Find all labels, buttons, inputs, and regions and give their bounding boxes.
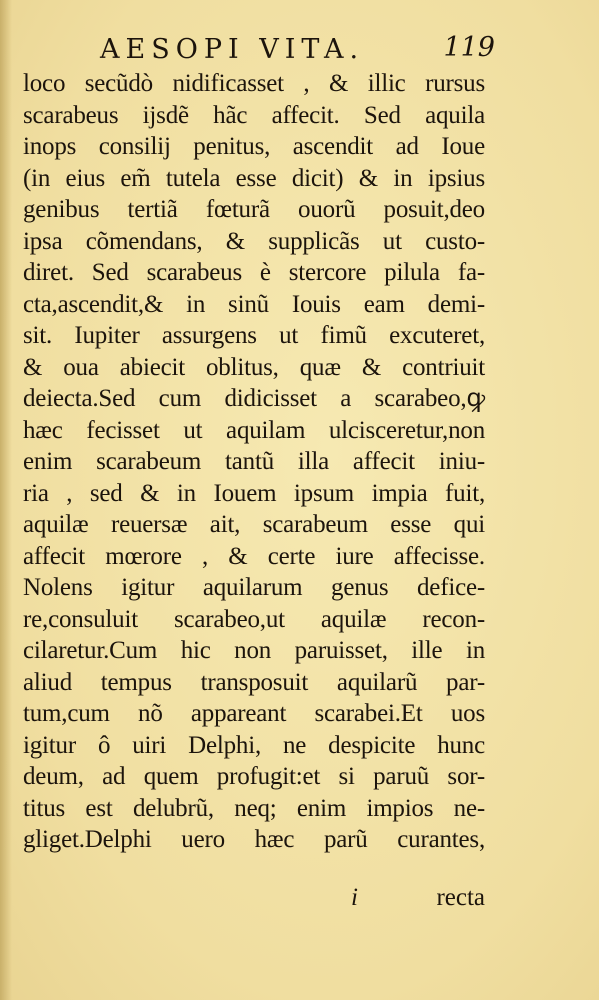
text-line: titus est delubrũ, neq; enim impios ne- bbox=[23, 794, 485, 822]
text-line: hæc fecisset ut aquilam ulcisceretur,non bbox=[23, 416, 485, 444]
text-line: deiecta.Sed cum didicisset a scarabeo,ꝙ bbox=[23, 385, 485, 412]
signature-mark: i bbox=[351, 884, 358, 911]
text-line: deum, ad quem profugit:et si paruũ sor- bbox=[23, 763, 485, 790]
text-line: gliget.Delphi uero hæc parũ curantes, bbox=[23, 826, 485, 853]
text-line: Nolens igitur aquilarum genus defice- bbox=[23, 574, 485, 601]
text-line: & oua abiecit oblitus, quæ & contriuit bbox=[23, 353, 485, 381]
text-line: loco secũdò nidificasset , & illic rursus bbox=[23, 70, 485, 97]
text-line: re,consuluit scarabeo,ut aquilæ recon- bbox=[23, 605, 485, 633]
text-line: igitur ô uiri Delphi, ne despicite hunc bbox=[23, 731, 485, 759]
body-text bbox=[23, 68, 485, 856]
text-line: cilaretur.Cum hic non paruisset, ille in bbox=[23, 637, 485, 664]
text-line: aliud tempus transposuit aquilarũ par- bbox=[23, 668, 485, 696]
catchword: recta bbox=[436, 884, 485, 911]
text-line: genibus tertiã fœturã ouorũ posuit,deo bbox=[23, 196, 485, 223]
text-line: diret. Sed scarabeus è stercore pilula fa- bbox=[23, 259, 485, 286]
text-line: tum,cum nõ appareant scarabei.Et uos bbox=[23, 700, 485, 727]
text-line: affecit mœrore , & certe iure affecisse. bbox=[23, 542, 485, 570]
running-head: AESOPI VITA. bbox=[100, 34, 365, 65]
text-line: ipsa cõmendans, & supplicãs ut custo- bbox=[23, 227, 485, 255]
text-line: scarabeus ijsdẽ hãc affecit. Sed aquila bbox=[23, 101, 485, 129]
text-line: ria , sed & in Iouem ipsum impia fuit, bbox=[23, 479, 485, 507]
text-line: sit. Iupiter assurgens ut fimũ excuteret, bbox=[23, 322, 485, 349]
text-line: inops consilij penitus, ascendit ad Ioue bbox=[23, 133, 485, 160]
page-header bbox=[100, 30, 495, 70]
text-line: aquilæ reuersæ ait, scarabeum esse qui bbox=[23, 511, 485, 538]
page-gutter-shadow bbox=[0, 0, 12, 1000]
text-line: cta,ascendit,& in sinũ Iouis eam demi- bbox=[23, 290, 485, 318]
page-footer bbox=[23, 880, 485, 914]
text-line: (in eius em̃ tutela esse dicit) & in ipsius bbox=[23, 164, 485, 192]
page-number: 119 bbox=[443, 32, 495, 63]
text-line: enim scarabeum tantũ illa affecit iniu- bbox=[23, 448, 485, 475]
